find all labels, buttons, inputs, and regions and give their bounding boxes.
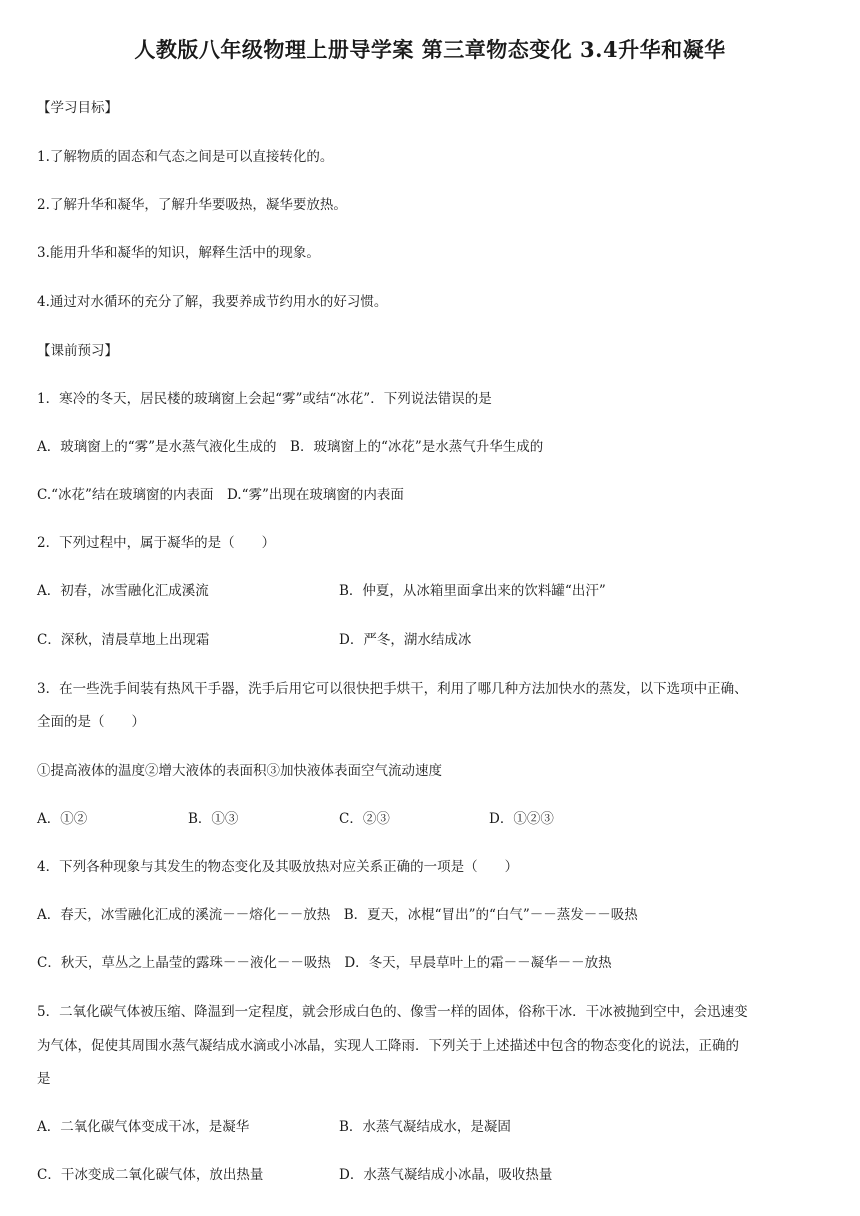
q3-option-a: A．①② [37,811,88,827]
q3-stem-line-1: 3．在一些洗手间装有热风干手器，洗手后用它可以很快把手烘干，利用了哪几种方法加快水的蒸发，以下选项中正确、 [37,681,748,697]
q3-stem-line-2: 全面的是（ ） [37,714,145,730]
objectives-header: 【学习目标】 [37,100,118,116]
q4-stem: 4．下列各种现象与其发生的物态变化及其吸放热对应关系正确的一项是（ ） [37,859,519,875]
q2-option-b: B．仲夏，从冰箱里面拿出来的饮料罐“出汗” [339,583,606,599]
preview-header: 【课前预习】 [37,343,118,359]
document-title: 人教版八年级物理上册导学案 第三章物态变化 3.4升华和凝华 [134,37,726,62]
q5-option-a: A．二氧化碳气体变成干冰，是凝华 [37,1119,250,1135]
q2-stem: 2．下列过程中，属于凝华的是（ ） [37,535,276,551]
q1-stem: 1．寒冷的冬天，居民楼的玻璃窗上会起“雾”或结“冰花”．下列说法错误的是 [37,391,492,407]
objective-item-3: 3.能用升华和凝华的知识，解释生活中的现象。 [37,245,320,261]
q5-stem-line-2: 为气体，促使其周围水蒸气凝结成水滴或小冰晶，实现人工降雨．下列关于上述描述中包含的物态变化的说法，正确的 [37,1038,739,1054]
q1-options-row-2: C.“冰花”结在玻璃窗的内表面 D.“雾”出现在玻璃窗的内表面 [37,487,404,503]
objective-item-4: 4.通过对水循环的充分了解，我要养成节约用水的好习惯。 [37,294,388,310]
q4-options-row-1: A．春天，冰雪融化汇成的溪流－－熔化－－放热 B．夏天，冰棍“冒出”的“白气”－－蒸发－－吸热 [37,907,638,923]
q3-methods: ①提高液体的温度②增大液体的表面积③加快液体表面空气流动速度 [37,763,442,779]
q5-option-c: C．干冰变成二氧化碳气体，放出热量 [37,1167,264,1183]
q1-options-row-1: A．玻璃窗上的“雾”是水蒸气液化生成的 B．玻璃窗上的“冰花”是水蒸气升华生成的 [37,439,544,455]
q4-options-row-2: C．秋天，草丛之上晶莹的露珠－－液化－－吸热 D．冬天，早晨草叶上的霜－－凝华－－放热 [37,955,612,971]
q2-option-c: C．深秋，清晨草地上出现霜 [37,632,210,648]
q3-option-b: B．①③ [188,811,239,827]
q2-option-d: D．严冬，湖水结成冰 [339,632,472,648]
q5-stem-line-3: 是 [37,1071,51,1087]
objective-item-1: 1.了解物质的固态和气态之间是可以直接转化的。 [37,149,334,165]
q3-option-c: C．②③ [339,811,390,827]
objective-item-2: 2.了解升华和凝华，了解升华要吸热，凝华要放热。 [37,197,347,213]
q3-option-d: D．①②③ [489,811,554,827]
q5-option-d: D．水蒸气凝结成小冰晶，吸收热量 [339,1167,553,1183]
q5-stem-line-1: 5．二氧化碳气体被压缩、降温到一定程度，就会形成白色的、像雪一样的固体，俗称干冰．干冰被抛到空中，会迅速变 [37,1004,748,1020]
q5-option-b: B．水蒸气凝结成水，是凝固 [339,1119,511,1135]
q2-option-a: A．初春，冰雪融化汇成溪流 [37,583,209,599]
